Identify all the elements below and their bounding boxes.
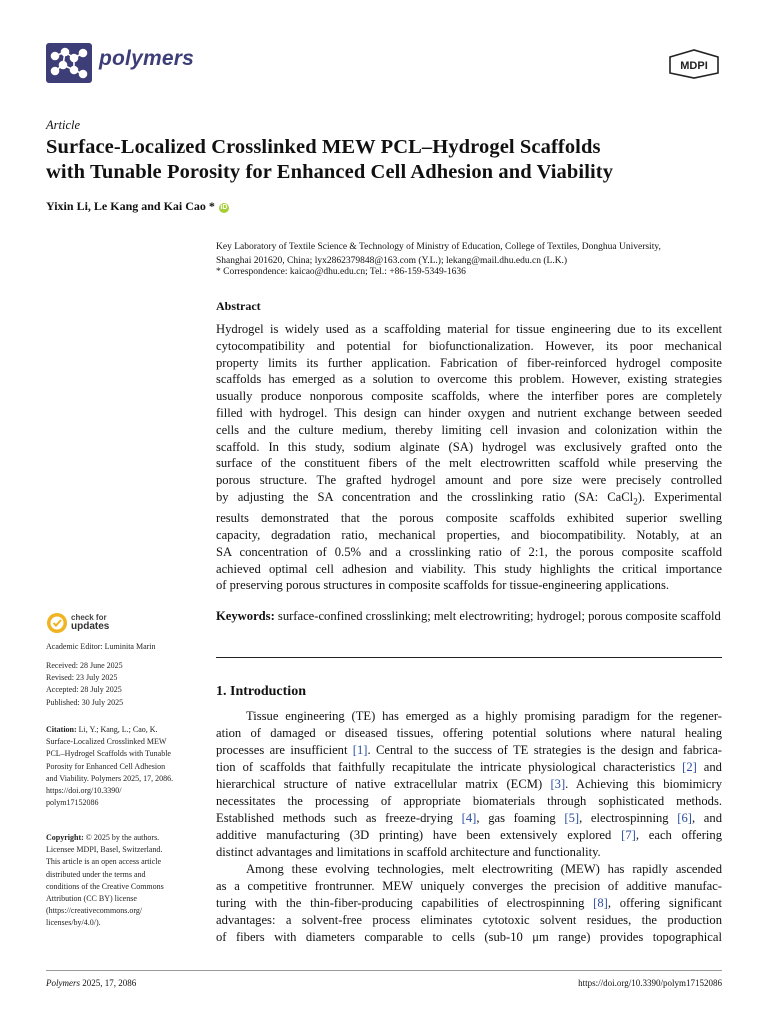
- abstract-line: cytocompatibility and potential for biofunctionalization. However, its poor mechanical: [216, 338, 722, 353]
- copyright-line: This article is an open access article: [46, 857, 162, 867]
- check-line-1: check for: [71, 613, 107, 622]
- intro-line: [216, 725, 722, 742]
- citation-doi-link[interactable]: polym17152086: [46, 798, 99, 808]
- intro-text: Among these evolving technologies, melt electrowriting (MEW) has rapidly ascended: [246, 862, 722, 876]
- intro-text: of fibers with diameters comparable to cells (sub-10 μm range) provides topographical: [216, 930, 722, 944]
- article-type: Article: [46, 118, 81, 132]
- reference-link[interactable]: [2]: [682, 760, 697, 774]
- mdpi-logo-icon: [666, 49, 722, 79]
- journal-logo-icon: [46, 43, 92, 83]
- reference-link[interactable]: [7]: [621, 828, 636, 842]
- abstract-body: [216, 321, 722, 594]
- intro-text: , and: [691, 811, 722, 825]
- abstract-line: capacity, degradation ratio, mechanical properties, and biocompatibility. Notably, at an: [216, 528, 722, 543]
- orcid-icon[interactable]: iD: [220, 204, 228, 211]
- reference-link[interactable]: [8]: [593, 896, 608, 910]
- intro-text: distinct advantages and limitations in scaffold architecture and functionality.: [216, 845, 601, 859]
- abstract-line-suffix: ). Experimental: [637, 489, 722, 504]
- footer-volume: 2025, 17, 2086: [80, 978, 137, 988]
- citation-line: and Viability. Polymers 2025, 17, 2086.: [46, 773, 174, 783]
- intro-line: [216, 776, 722, 793]
- copyright-line: Licensee MDPI, Basel, Switzerland.: [46, 845, 163, 855]
- reference-link[interactable]: [1]: [352, 743, 368, 757]
- abstract-line: of preserving porous structures in composite scaffolds for tissue-engineering applications.: [216, 578, 670, 593]
- footer-journal: Polymers: [46, 978, 80, 988]
- academic-editor: Academic Editor: Luminita Marin: [46, 642, 156, 651]
- copyright: [46, 832, 196, 930]
- intro-line: [216, 759, 722, 776]
- abstract-line: surface of the constituent fibers of the melt electrowritten scaffold while preserving the: [216, 456, 722, 471]
- intro-line: [216, 895, 722, 912]
- citation-line: Surface-Localized Crosslinked MEW: [46, 737, 167, 747]
- keywords: [216, 608, 722, 625]
- citation-line: Porosity for Enhanced Cell Adhesion: [46, 761, 166, 771]
- journal-name: polymers: [99, 47, 194, 70]
- copyright-line: Attribution (CC BY) license: [46, 894, 137, 904]
- abstract-heading: Abstract: [216, 299, 261, 313]
- revised-date: Revised: 23 July 2025: [46, 673, 118, 683]
- license-link[interactable]: (https://creativecommons.org/: [46, 906, 143, 916]
- citation: [46, 724, 196, 809]
- intro-line: [216, 861, 722, 878]
- abstract-line: usually produce nonporous composite scaffolds, where the interfiber pores are completely: [216, 389, 722, 404]
- title-line-1: Surface-Localized Crosslinked MEW PCL–Hydrogel Scaffolds: [46, 136, 601, 158]
- received-date: Received: 28 June 2025: [46, 661, 123, 670]
- article-title: [46, 135, 736, 185]
- intro-text: as a competitive frontrunner. MEW uniquely converges the precision of additive manufac-: [216, 879, 722, 893]
- copyright-line: conditions of the Creative Commons: [46, 881, 164, 891]
- intro-text: ation of damaged or diseased tissues, offering potential solutions where natural healing: [216, 726, 722, 740]
- abstract-line: Hydrogel is widely used as a scaffolding material for tissue engineering due to its excellent: [216, 322, 722, 336]
- affiliation: [216, 241, 726, 268]
- intro-line: [216, 827, 722, 844]
- copyright-line: distributed under the terms and: [46, 869, 146, 879]
- intro-line: [216, 742, 722, 759]
- intro-text: , electrospinning: [579, 811, 678, 825]
- keywords-text: surface-confined crosslinking; melt electrowriting; hydrogel; porous composite scaffold: [274, 609, 721, 623]
- intro-line: [216, 878, 722, 895]
- affiliation-line-1: Key Laboratory of Textile Science & Technology of Ministry of Education, College of Textiles, Donghua University,: [216, 242, 661, 252]
- dates: [46, 660, 196, 709]
- citation-line: Li, Y.; Kang, L.; Cao, K.: [76, 725, 158, 734]
- intro-text: additive manufacturing (3D printing) have been extensively explored: [216, 828, 622, 842]
- abstract-line: scaffold. In this study, sodium alginate (SA) hydrogel was exclusively grafted onto the: [216, 439, 722, 454]
- keywords-label: Keywords:: [216, 609, 275, 623]
- abstract-line: porous structure. The grafted hydrogel amount and pore size were precisely controlled: [216, 473, 722, 488]
- reference-link[interactable]: [6]: [677, 811, 692, 825]
- section-heading: 1. Introduction: [216, 684, 306, 699]
- authors: [46, 199, 229, 214]
- abstract-line: scaffolds has emerged as a solution to overcome this problem. However, existing strategies: [216, 372, 722, 387]
- intro-text: Established methods such as freeze-drying: [216, 811, 462, 825]
- intro-line: [216, 844, 722, 861]
- subscript: 2: [633, 496, 638, 507]
- abstract-line: cells and the culture medium, thereby limiting cell invasion and colonization within the: [216, 422, 722, 437]
- reference-link[interactable]: [3]: [550, 777, 566, 791]
- intro-line: [216, 810, 722, 827]
- footer-citation: [46, 978, 136, 988]
- abstract-line: results demonstrated that the porous composite scaffolds exhibited superior swelling: [216, 511, 722, 526]
- check-for-updates[interactable]: [71, 613, 109, 631]
- mdpi-logo-text: MDPI: [680, 60, 708, 72]
- intro-text: hierarchical structure of native extracellular matrix (ECM): [216, 777, 551, 791]
- abstract-line: filled with hydrogel. This design can hinder oxygen and nutrient exchange between seeded: [216, 405, 722, 420]
- intro-line: [216, 912, 722, 929]
- intro-text: Tissue engineering (TE) has emerged as a highly promising paradigm for the regener-: [246, 709, 722, 723]
- published-date: Published: 30 July 2025: [46, 697, 124, 707]
- abstract-line: achieved optimal cell adhesion and viability. This study highlights the critical importance: [216, 561, 722, 576]
- copyright-line: © 2025 by the authors.: [83, 833, 160, 842]
- intro-line: [216, 793, 722, 810]
- reference-link[interactable]: [4]: [461, 811, 477, 825]
- intro-text: turing with the thin-fiber-producing capabilities of electrospinning: [216, 896, 594, 910]
- intro-text: , gas foaming: [476, 811, 565, 825]
- citation-doi-link[interactable]: https://doi.org/10.3390/: [46, 786, 122, 796]
- intro-text: . Central to the success of TE strategies is the design and fabrica-: [367, 743, 722, 757]
- intro-text: , offering significant: [607, 896, 722, 910]
- license-link[interactable]: licenses/by/4.0/).: [46, 918, 101, 928]
- intro-text: advantages: a solvent-free process eliminates cytotoxic solvent residues, the production: [216, 913, 722, 927]
- divider: [216, 657, 722, 658]
- intro-text: . Achieving this biomimicry: [565, 777, 722, 791]
- intro-text: necessitates the processing of appropriate biomaterials through sophisticated methods.: [216, 794, 722, 808]
- intro-text: and: [696, 760, 722, 774]
- citation-label: Citation:: [46, 725, 77, 734]
- abstract-line: [216, 489, 722, 510]
- abstract-line-text: by adjusting the SA concentration and the crosslinking ratio (SA: CaCl: [216, 489, 634, 504]
- copyright-label: Copyright:: [46, 833, 84, 842]
- citation-line: PCL–Hydrogel Scaffolds with Tunable: [46, 749, 171, 759]
- intro-line: [216, 708, 722, 725]
- title-line-2: with Tunable Porosity for Enhanced Cell Adhesion and Viability: [46, 161, 614, 183]
- check-line-2: updates: [71, 621, 110, 632]
- reference-link[interactable]: [5]: [564, 811, 580, 825]
- footer-doi-link[interactable]: https://doi.org/10.3390/polym17152086: [578, 978, 722, 988]
- intro-text: tion of scaffolds that faithfully recapitulate the intricate physiological characteristics: [216, 760, 683, 774]
- check-for-updates-icon[interactable]: [46, 612, 68, 634]
- correspondence: * Correspondence: kaicao@dhu.edu.cn; Tel.: +86-159-5349-1636: [216, 267, 466, 277]
- abstract-line: property limits its further application. Fabrication of fiber-reinforced hydrogel composite: [216, 355, 722, 370]
- footer-divider: [46, 970, 722, 971]
- introduction-body: [216, 708, 722, 946]
- intro-text: processes are insufficient: [216, 743, 353, 757]
- intro-text: , each offering: [635, 828, 722, 842]
- intro-line: [216, 929, 722, 946]
- author-list: Yixin Li, Le Kang and Kai Cao *: [46, 199, 215, 213]
- abstract-line: SA concentration of 0.5% and a crosslinking ratio of 2:1, the porous composite scaffold: [216, 544, 722, 559]
- accepted-date: Accepted: 28 July 2025: [46, 685, 122, 695]
- affiliation-line-2: Shanghai 201620, China; lyx2862379848@163.com (Y.L.); lekang@mail.dhu.edu.cn (L.K.): [216, 255, 568, 266]
